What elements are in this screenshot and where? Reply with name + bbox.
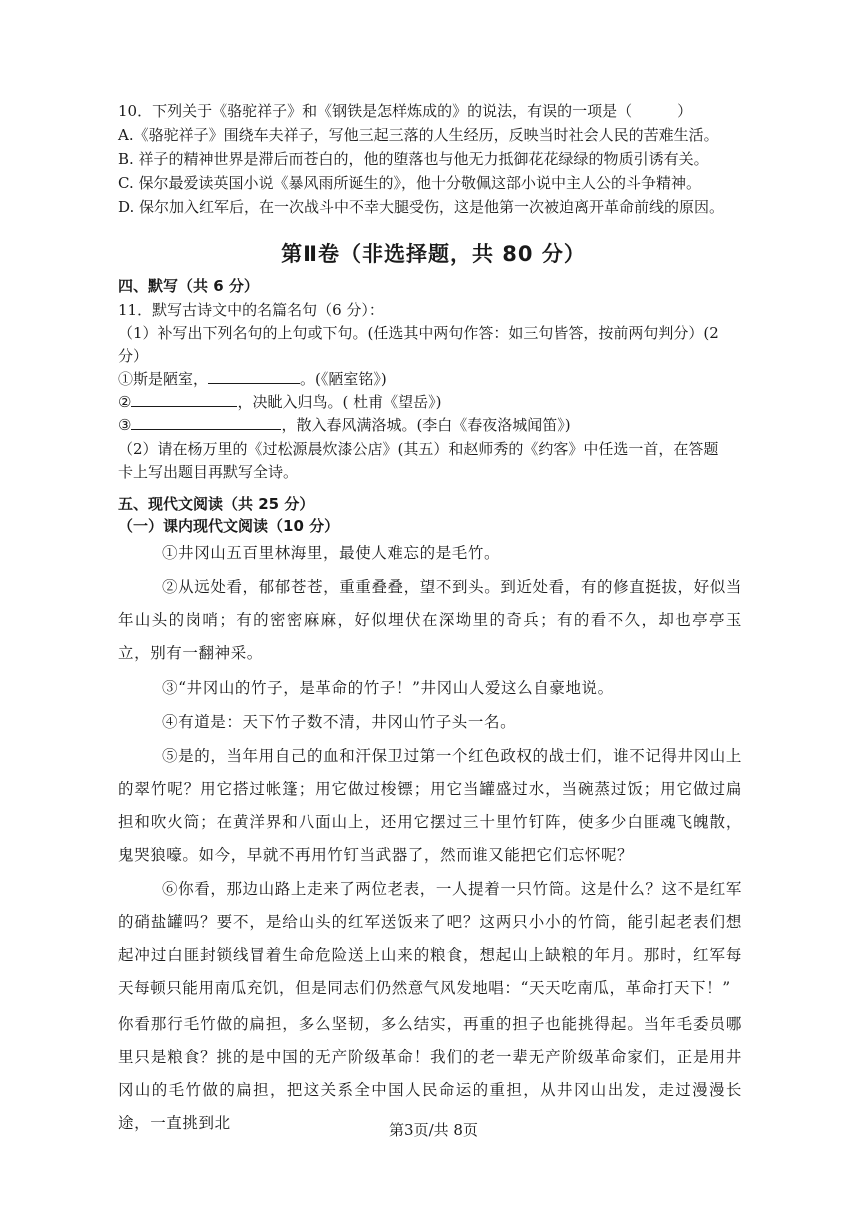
fill-item-1-text: ①斯是陋室， [118, 370, 209, 388]
question-11-sub1-line1: （1）补写出下列名句的上句或下句。(任选其中两句作答：如三句皆答，按前两句判分）(2 [118, 324, 719, 342]
reading-paragraph-4: ④有道是：天下竹子数不清，井冈山竹子头一名。 [162, 713, 517, 731]
fill-item-3-text: ，散入春风满洛城。(李白《春夜洛城闻笛》) [281, 416, 571, 434]
part-2-title: 第Ⅱ卷（非选择题，共 80 分） [281, 242, 586, 266]
reading-paragraph-5: ⑤是的，当年用自己的血和汗保卫过第一个红色政权的战士们，谁不记得井冈山上的翠竹呢？用它搭过帐篷；用它做过梭镖；用它当罐盛过水，当碗蒸过饭；用它做过扁担和吹火筒；在黄洋界和八面山上，还用它摆过三十里竹钉阵，使多少白匪魂飞魄散，鬼哭狼嚎。如今，早就不再用竹钉当武器了，然而谁又能把它们忘怀呢？ [118, 747, 742, 864]
fill-item-1-source: 。(《陋室铭》) [300, 370, 387, 388]
section-5-heading: 五、现代文阅读（共 25 分） [118, 495, 315, 513]
fill-item-1 [118, 369, 387, 389]
section-5-sub1-heading: （一）课内现代文阅读（10 分） [118, 517, 340, 535]
reading-paragraph-7: 你看那行毛竹做的扁担，多么坚韧，多么结实，再重的担子也能挑得起。当年毛委员哪里只是粮食？挑的是中国的无产阶级革命！我们的老一辈无产阶级革命家们，正是用井冈山的毛竹做的扁担，把这关系全中国人民命运的重担，从井冈山出发，走过漫漫长途，一直挑到北 [118, 1015, 742, 1132]
question-10-stem: 10．下列关于《骆驼祥子》和《钢铁是怎样炼成的》的说法，有误的一项是（ ） [118, 102, 693, 120]
question-11-sub2-line2: 卡上写出题目再默写全诗。 [118, 463, 299, 481]
reading-paragraph-1: ①井冈山五百里林海里，最使人难忘的是毛竹。 [162, 544, 501, 562]
answer-blank-2[interactable] [131, 392, 237, 407]
reading-paragraph-6: ⑥你看，那边山路上走来了两位老表，一人提着一只竹筒。这是什么？这不是红军的硝盐罐吗？要不，是给山头的红军送饭来了吧？这两只小小的竹筒，能引起老表们想起冲过白匪封锁线冒着生命危险送上山来的粮食，想起山上缺粮的年月。那时，红军每天每顿只能用南瓜充饥，但是同志们仍然意气风发地唱：“天天吃南瓜，革命打天下！” [118, 880, 742, 997]
fill-item-2 [118, 392, 441, 412]
question-11-sub1-line2: 分） [118, 347, 149, 365]
fill-item-3 [118, 415, 571, 435]
fill-item-2-text: ，决眦入归鸟。( 杜甫《望岳》) [237, 393, 442, 411]
answer-blank-3[interactable] [131, 415, 281, 430]
fill-item-3-number: ③ [118, 416, 132, 434]
question-10-option-d: D. 保尔加入红军后，在一次战斗中不幸大腿受伤，这是他第一次被迫离开革命前线的原因。 [118, 198, 725, 216]
question-11-sub2-line1: （2）请在杨万里的《过松源晨炊漆公店》(其五）和赵师秀的《约客》中任选一首，在答题 [118, 440, 719, 458]
question-11-stem: 11．默写古诗文中的名篇名句（6 分）： [118, 301, 384, 319]
reading-paragraph-2: ②从远处看，郁郁苍苍，重重叠叠，望不到头。到近处看，有的修直挺拔，好似当年山头的岗哨；有的密密麻麻，好似埋伏在深坳里的奇兵；有的看不久，却也亭亭玉立，别有一翻神采。 [118, 578, 742, 662]
fill-item-2-number: ② [118, 393, 132, 411]
question-10-option-a: A.《骆驼祥子》围绕车夫祥子，写他三起三落的人生经历，反映当时社会人民的苦难生活。 [118, 126, 719, 144]
question-10-option-c: C. 保尔最爱读英国小说《暴风雨所诞生的》，他十分敬佩这部小说中主人公的斗争精神。 [118, 174, 701, 192]
section-4-heading: 四、默写（共 6 分） [118, 277, 259, 295]
answer-blank-1[interactable] [208, 369, 300, 384]
reading-paragraph-3: ③“井冈山的竹子，是革命的竹子！”井冈山人爱这么自豪地说。 [162, 679, 614, 697]
question-10-option-b: B. 祥子的精神世界是滞后而苍白的，他的堕落也与他无力抵御花花绿绿的物质引诱有关。 [118, 150, 709, 168]
page-number: 第3页/共 8页 [389, 1121, 478, 1139]
